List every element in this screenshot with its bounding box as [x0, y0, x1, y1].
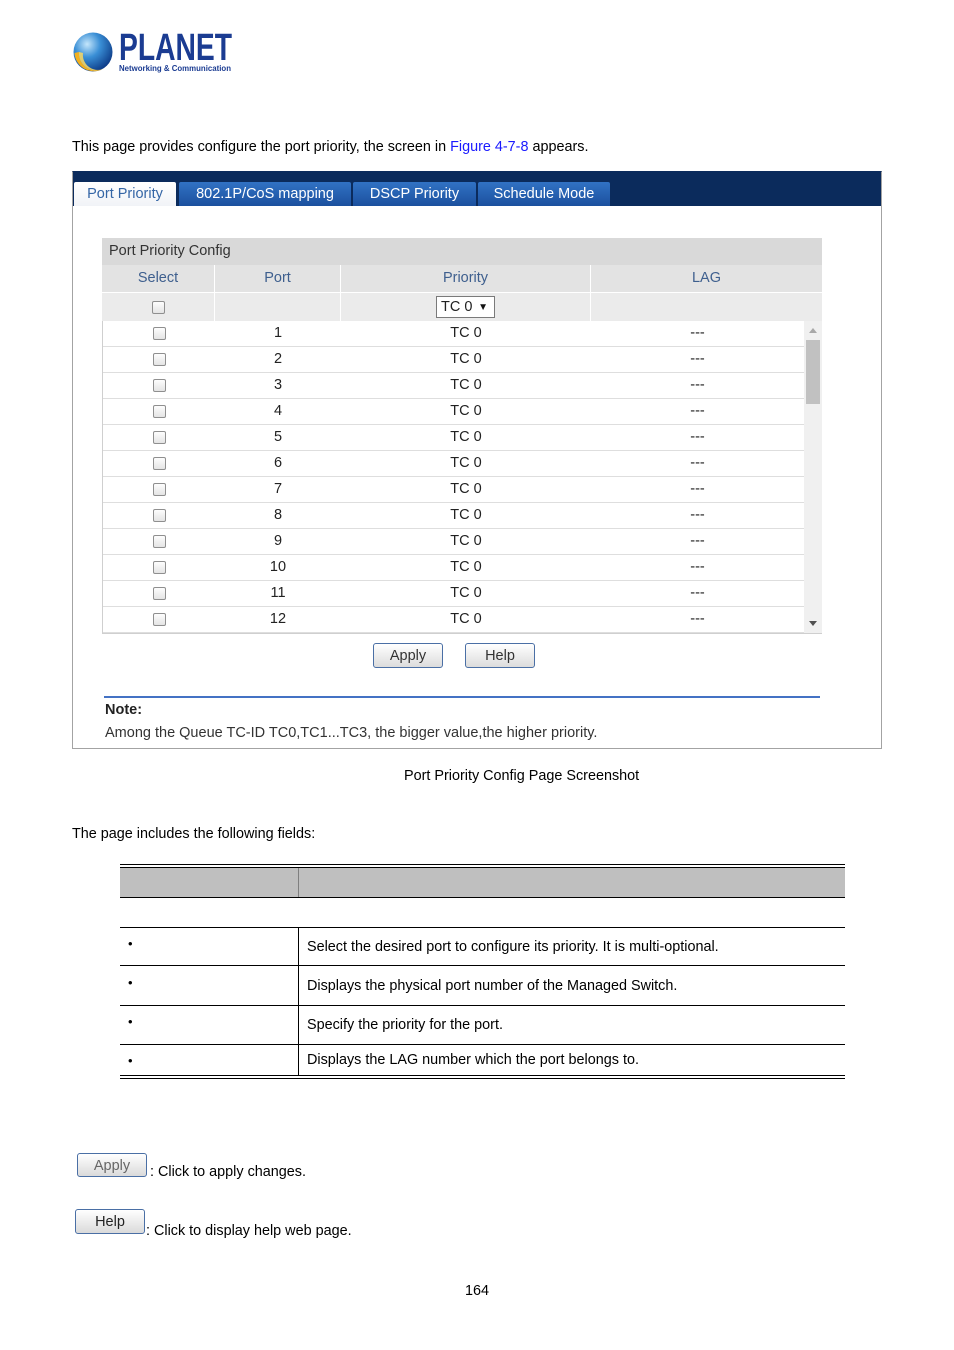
port-select-checkbox[interactable] [153, 379, 166, 392]
port-select-cell [103, 425, 215, 450]
port-row [103, 503, 804, 529]
port-number-cell: 2 [273, 351, 283, 367]
field-object-cell [120, 928, 299, 965]
help-button-description: : Click to display help web page. [146, 1223, 352, 1239]
fields-table-row [120, 1045, 845, 1075]
port-priority-cell: TC 0 [450, 507, 482, 523]
port-number-cell: 5 [273, 429, 283, 445]
field-description: Specify the priority for the port. [307, 1017, 503, 1033]
fields-table-header [120, 868, 845, 898]
note-text: Among the Queue TC-ID TC0,TC1...TC3, the bigger value,the higher priority. [105, 725, 598, 741]
select-all-cell [102, 292, 214, 321]
port-lag-cell: --- [690, 325, 705, 341]
field-object-cell [120, 966, 299, 1005]
port-priority-cell: TC 0 [450, 585, 482, 601]
apply-button-description: : Click to apply changes. [150, 1164, 306, 1180]
bullet: • [128, 1014, 133, 1029]
note-divider [104, 696, 820, 698]
port-priority-config-panel [102, 238, 822, 634]
port-lag-cell: --- [690, 481, 705, 497]
port-row [103, 321, 804, 347]
port-row [103, 607, 804, 633]
fields-intro: The page includes the following fields: [72, 826, 316, 842]
port-select-checkbox[interactable] [153, 561, 166, 574]
globe-icon [74, 33, 113, 72]
port-select-cell [103, 321, 215, 346]
port-select-checkbox[interactable] [153, 457, 166, 470]
port-lag-cell: --- [690, 533, 705, 549]
port-number-cell: 11 [270, 585, 286, 601]
port-select-cell [103, 347, 215, 372]
logo-brand-text: PLANET [119, 31, 232, 69]
port-select-checkbox[interactable] [153, 509, 166, 522]
port-select-cell [103, 373, 215, 398]
port-priority-cell: TC 0 [450, 325, 482, 341]
all-ports-row [102, 292, 822, 321]
fields-table-row [120, 1006, 845, 1045]
port-lag-cell: --- [690, 429, 705, 445]
port-priority-cell: TC 0 [450, 481, 482, 497]
priority-dropdown-value: TC 0 [441, 299, 473, 315]
field-description: Displays the LAG number which the port belongs to. [307, 1052, 639, 1068]
port-number-cell: 12 [269, 611, 287, 627]
port-priority-cell: TC 0 [450, 351, 482, 367]
scroll-down-arrow-icon[interactable] [809, 621, 817, 626]
port-select-checkbox[interactable] [153, 353, 166, 366]
apply-button[interactable]: Apply [373, 643, 443, 668]
port-select-cell [103, 477, 215, 502]
port-lag-cell: --- [690, 507, 705, 523]
port-select-checkbox[interactable] [153, 431, 166, 444]
port-row [103, 451, 804, 477]
port-priority-cell: TC 0 [450, 559, 482, 575]
tab-port-priority[interactable]: Port Priority [74, 182, 176, 206]
port-row [103, 477, 804, 503]
port-select-checkbox[interactable] [153, 535, 166, 548]
port-select-cell [103, 529, 215, 554]
port-number-cell: 4 [273, 403, 283, 419]
port-priority-screenshot [72, 171, 882, 749]
all-ports-priority-cell [341, 292, 590, 321]
port-select-cell [103, 451, 215, 476]
port-number-cell: 1 [273, 325, 283, 341]
port-priority-cell: TC 0 [450, 429, 482, 445]
column-header-port: Port [215, 265, 340, 292]
field-description: Select the desired port to configure its priority. It is multi-optional. [307, 938, 719, 955]
port-lag-cell: --- [690, 455, 705, 471]
port-lag-cell: --- [690, 585, 705, 601]
port-lag-cell: --- [690, 403, 705, 419]
port-select-checkbox[interactable] [153, 483, 166, 496]
priority-dropdown[interactable] [436, 296, 495, 318]
port-select-checkbox[interactable] [153, 327, 166, 340]
port-priority-cell: TC 0 [450, 403, 482, 419]
fields-table-row [120, 966, 845, 1006]
tab-schedule-mode[interactable]: Schedule Mode [478, 182, 610, 206]
note-title: Note: [105, 702, 143, 718]
column-header-select: Select [102, 265, 214, 292]
port-row [103, 425, 804, 451]
port-lag-cell: --- [690, 611, 705, 627]
bullet: • [128, 1053, 133, 1068]
port-select-checkbox[interactable] [153, 613, 166, 626]
help-button[interactable]: Help [465, 643, 535, 668]
port-lag-cell: --- [690, 559, 705, 575]
scrollbar-thumb[interactable] [806, 340, 820, 404]
port-row [103, 399, 804, 425]
port-lag-cell: --- [690, 351, 705, 367]
field-description: Displays the physical port number of the Managed Switch. [307, 977, 678, 994]
column-header-priority: Priority [341, 265, 590, 292]
field-object-cell [120, 1045, 299, 1075]
port-select-checkbox[interactable] [153, 587, 166, 600]
port-number-cell: 9 [273, 533, 283, 549]
port-number-cell: 10 [269, 559, 287, 575]
port-number-cell: 3 [273, 377, 283, 393]
help-button-illustration[interactable]: Help [75, 1209, 145, 1234]
vertical-scrollbar[interactable] [804, 321, 822, 633]
port-row [103, 347, 804, 373]
port-select-cell [103, 607, 215, 632]
port-select-cell [103, 503, 215, 528]
figure-caption: Port Priority Config Page Screenshot [404, 768, 640, 784]
fields-table-section-row [120, 898, 845, 928]
logo-tagline-text: Networking & Communication [119, 63, 231, 73]
tab-cos-mapping[interactable]: 802.1P/CoS mapping [179, 182, 351, 206]
port-select-cell [103, 555, 215, 580]
port-select-cell [103, 399, 215, 424]
port-priority-cell: TC 0 [450, 533, 482, 549]
port-select-cell [103, 581, 215, 606]
fields-header-object-cell [120, 868, 299, 897]
page-number: 164 [464, 1283, 489, 1299]
planet-logo [73, 31, 233, 74]
port-number-cell: 7 [273, 481, 283, 497]
port-lag-cell: --- [690, 377, 705, 393]
port-table-body [103, 321, 804, 633]
field-object-cell [120, 1006, 299, 1044]
tab-dscp-priority[interactable]: DSCP Priority [353, 182, 476, 206]
port-priority-cell: TC 0 [450, 455, 482, 471]
port-select-checkbox[interactable] [153, 405, 166, 418]
tab-bar [73, 172, 881, 206]
fields-table [120, 864, 845, 1079]
all-ports-port-cell [215, 292, 340, 321]
figure-link[interactable]: Figure 4-7-8 [450, 139, 529, 155]
port-table [102, 321, 822, 634]
intro-paragraph [72, 139, 589, 156]
all-ports-lag-cell [591, 292, 822, 321]
scroll-up-arrow-icon[interactable] [809, 328, 817, 333]
bullet: • [128, 975, 133, 990]
port-priority-cell: TC 0 [450, 377, 482, 393]
bullet: • [128, 936, 133, 951]
port-row [103, 581, 804, 607]
port-row [103, 373, 804, 399]
column-header-row [102, 265, 822, 292]
apply-button-illustration[interactable]: Apply [77, 1153, 147, 1177]
port-row [103, 555, 804, 581]
intro-text-end: appears. [528, 139, 589, 155]
port-priority-cell: TC 0 [450, 611, 482, 627]
intro-text: This page provides configure the port priority, the screen in [72, 139, 451, 155]
port-number-cell: 8 [273, 507, 283, 523]
port-row [103, 529, 804, 555]
select-all-checkbox[interactable] [152, 301, 165, 314]
column-header-lag: LAG [591, 265, 822, 292]
panel-title: Port Priority Config [102, 238, 822, 265]
fields-table-row [120, 928, 845, 966]
port-number-cell: 6 [273, 455, 283, 471]
fields-header-description-cell [299, 868, 845, 897]
chevron-down-icon: ▼ [478, 301, 488, 313]
